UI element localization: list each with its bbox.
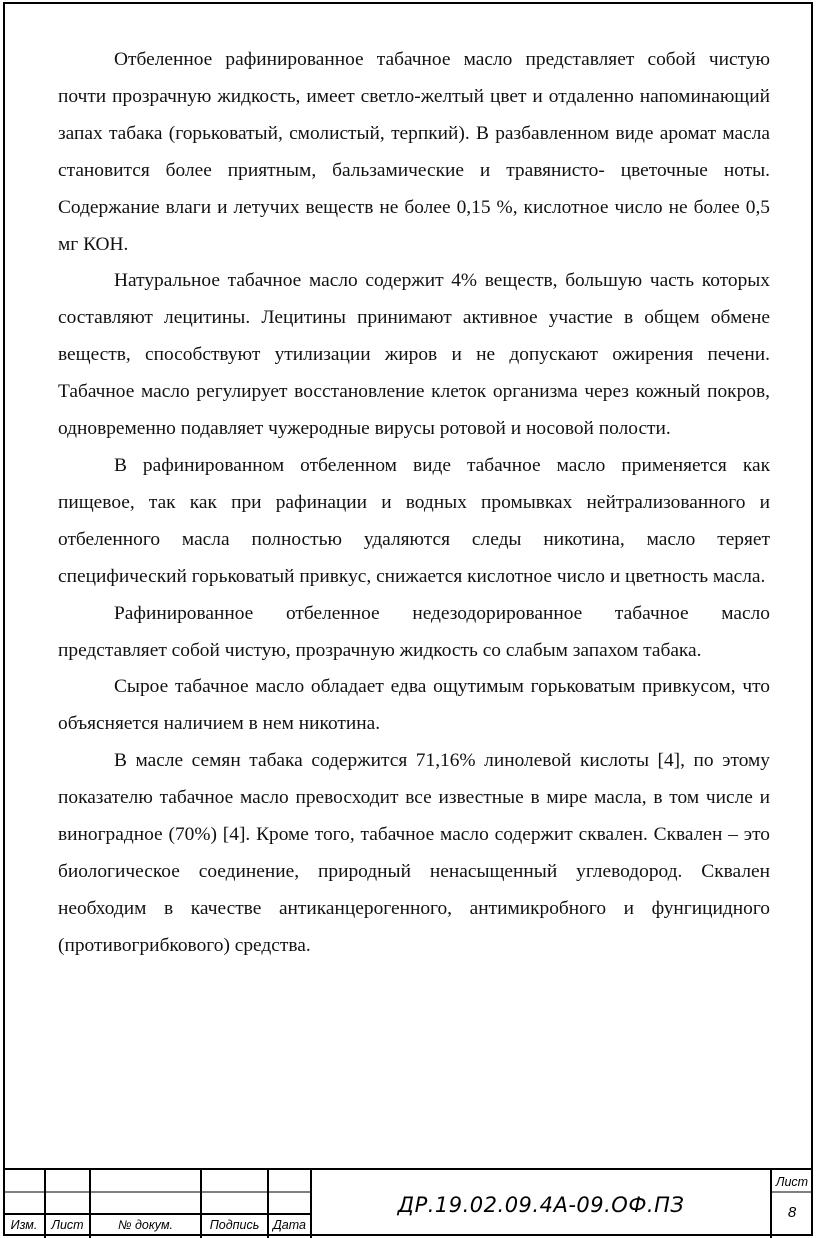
label-date: Дата: [273, 1218, 306, 1232]
title-block: [3, 1168, 813, 1236]
paragraph-4: Рафинированное отбеленное недезодорированное табачное масло представляет собой чистую, прозрачную жидкость со слабым запахом табака.: [58, 602, 770, 661]
sheet-label: Лист: [775, 1175, 809, 1189]
label-list: Лист: [51, 1218, 84, 1232]
paragraph-3: В рафинированном отбеленном виде табачное масло применяется как пищевое, так как при рафинации и водных промывках нейтрализованного и отбеленного масла полностью удаляются следы никотина, масло теряет специфический горьковатый привкус, снижается кислотное число и цветность масла.: [58, 454, 770, 587]
paragraph-1: Отбеленное рафинированное табачное масло представляет собой чистую почти прозрачную жидкость, имеет светло-желтый цвет и отдаленно напоминающий запах табака (горьковатый, смолистый, терпкий). В разбавленном виде аромат масла становится более приятным, бальзамические и травянисто- цветочные ноты. Содержание влаги и летучих веществ не более 0,15 %, кислотное число не более 0,5 мг КОН.: [58, 49, 770, 255]
document-body: [58, 42, 770, 965]
label-sign: Подпись: [209, 1218, 260, 1232]
paragraph-5: Сырое табачное масло обладает едва ощутимым горьковатым привкусом, что объясняется наличием в нем никотина.: [58, 676, 770, 735]
paragraph-6: В масле семян табака содержится 71,16% линолевой кислоты [4], по этому показателю табачное масло превосходит все известные в мире масла, в том числе и виноградное (70%) [4]. Кроме того, табачное масло содержит сквален. Сквален – это биологическое соединение, природный ненасыщенный углеводород. Сквален необходим в качестве антиканцерогенного, антимикробного и фунгицидного (противогрибкового) средства.: [58, 750, 770, 956]
label-izm: Изм.: [10, 1218, 38, 1232]
sheet-number: 8: [787, 1204, 797, 1221]
paragraph-2: Натуральное табачное масло содержит 4% веществ, большую часть которых составляют лецитины. Лецитины принимают активное участие в общем обмене веществ, способствуют утилизации жиров и не допускают ожирения печени. Табачное масло регулирует восстановление клеток организма через кожный покров, одновременно подавляет чужеродные вирусы ротовой и носовой полости.: [58, 270, 770, 440]
document-number: ДР.19.02.09.4А-09.ОФ.ПЗ: [397, 1193, 685, 1217]
label-doc: № докум.: [117, 1218, 174, 1232]
